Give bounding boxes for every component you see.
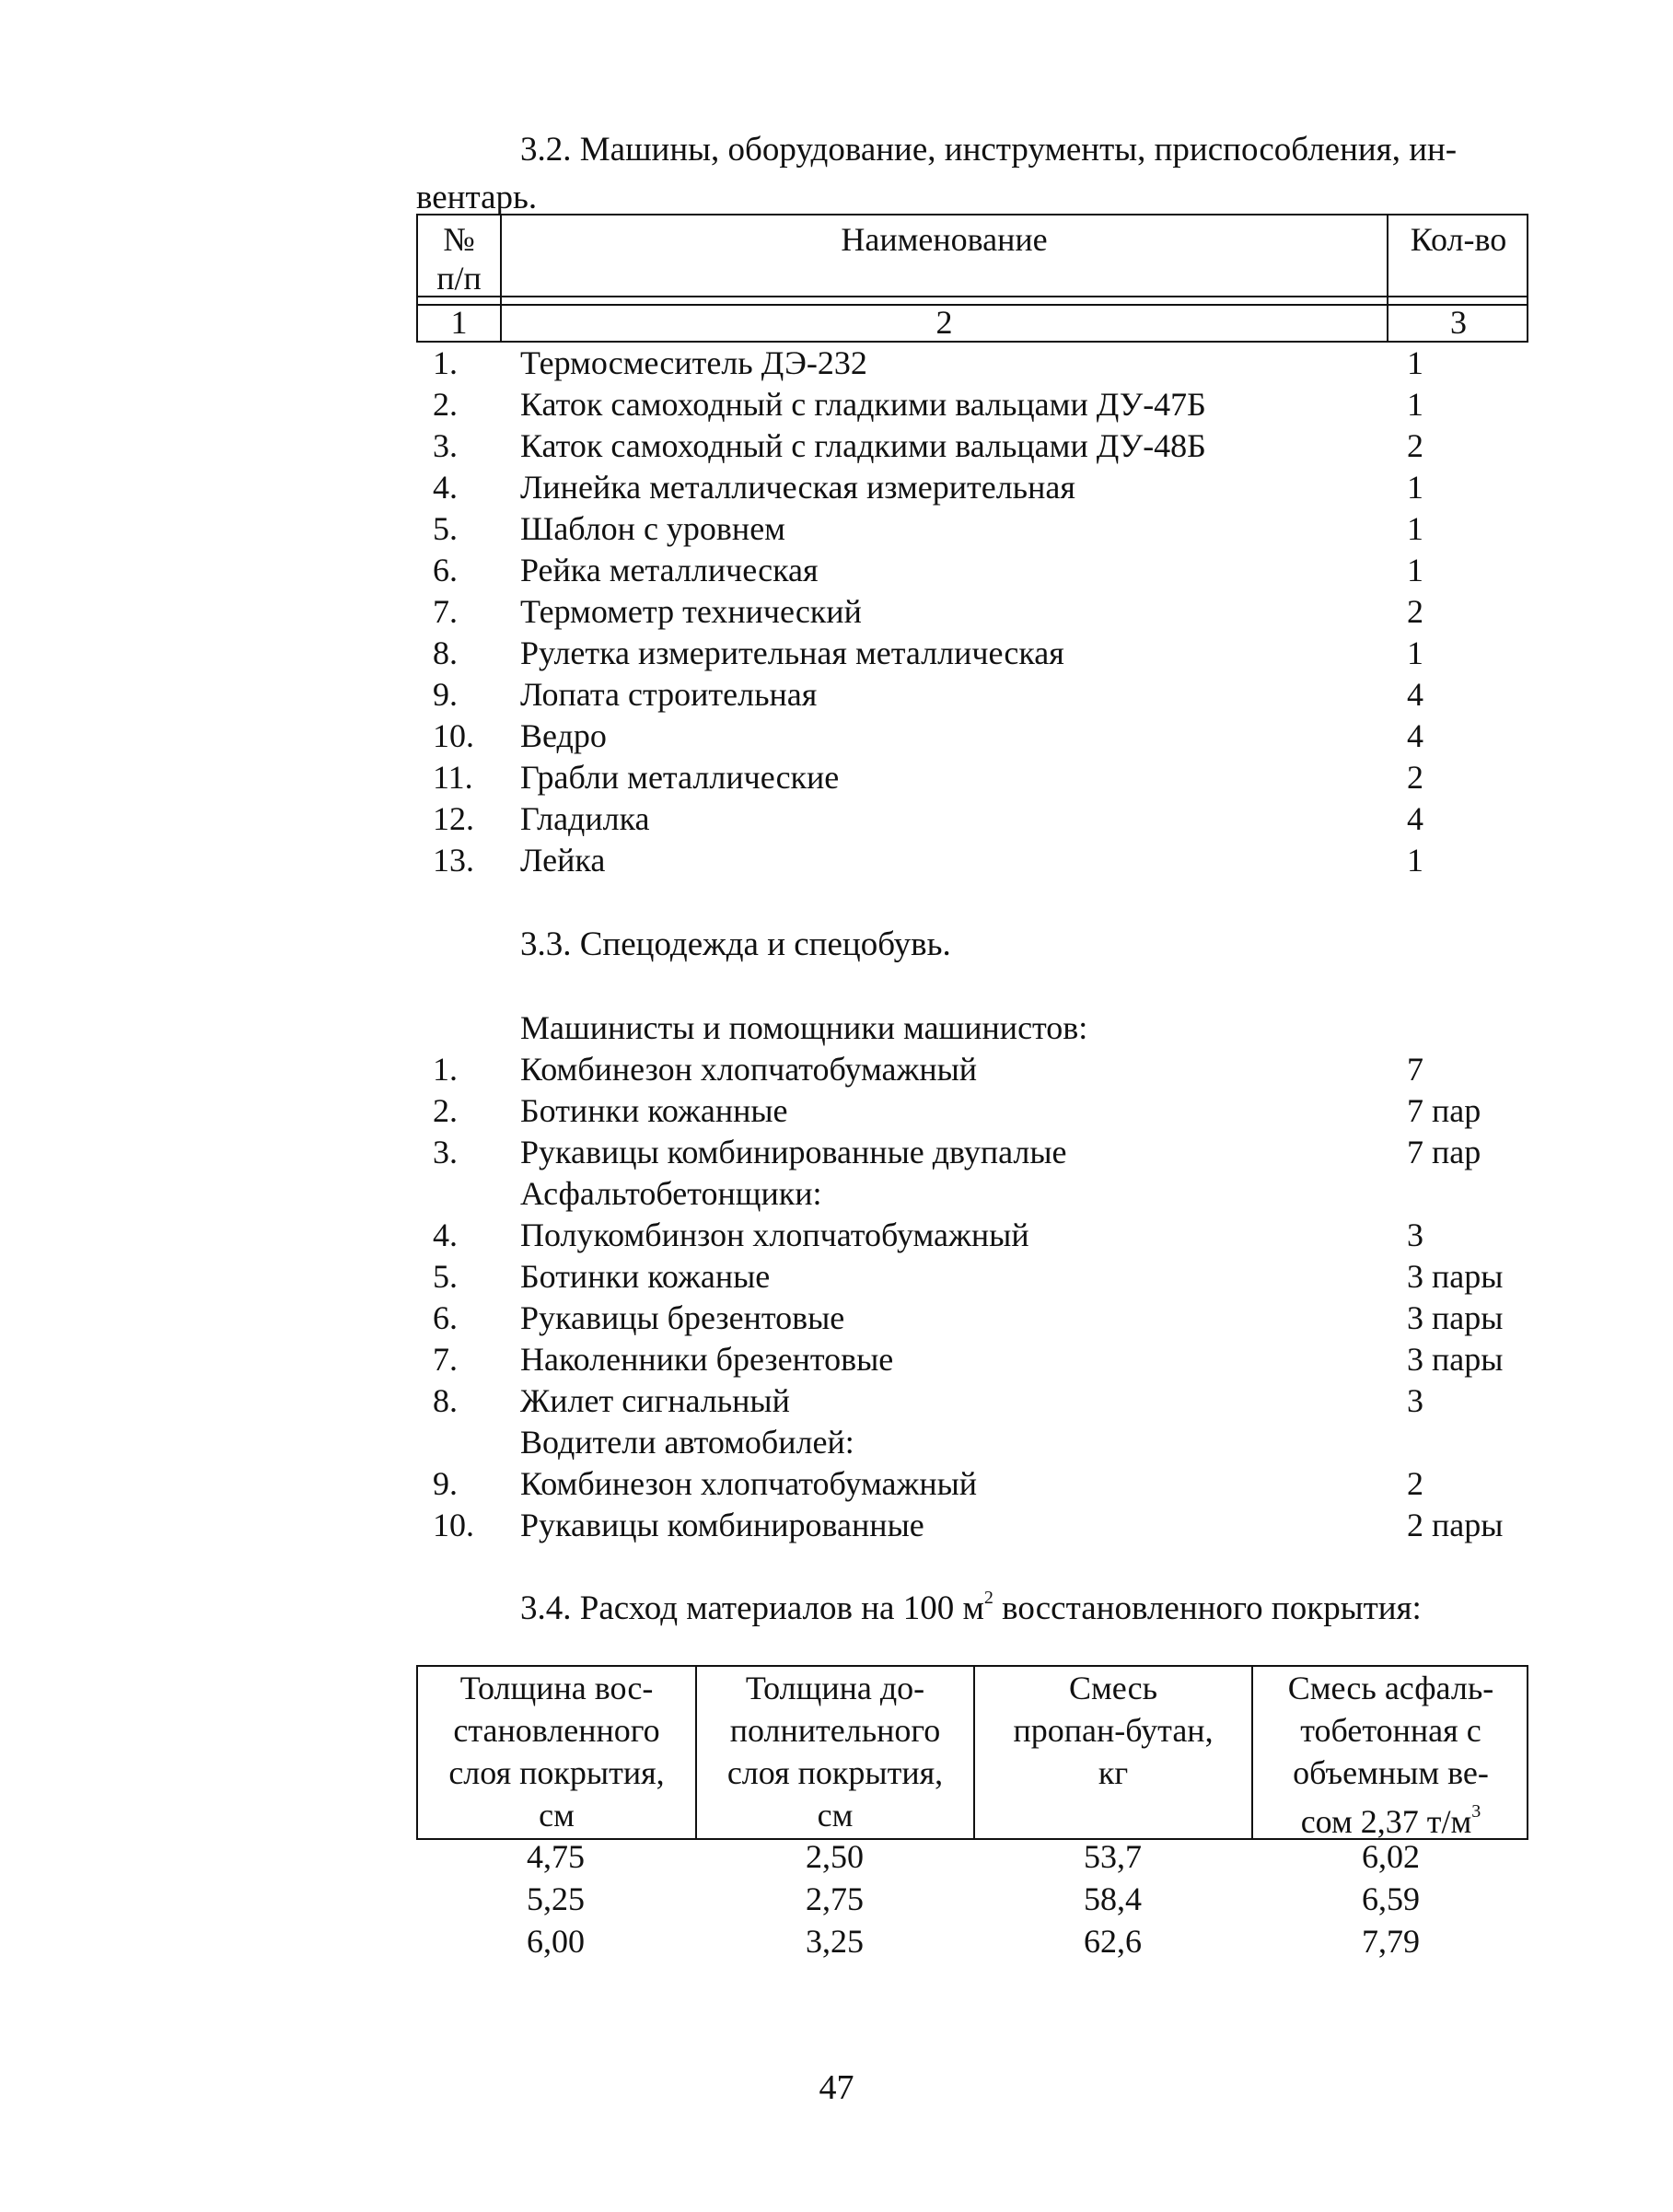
header-col1-line2: п/п xyxy=(436,260,482,297)
list-item xyxy=(0,512,1673,553)
item-name: Каток самоходный с гладкими вальцами ДУ-47Б xyxy=(520,386,1206,423)
item-name: Комбинезон хлопчатобумажный xyxy=(520,1051,978,1088)
list-item xyxy=(0,1218,1673,1260)
header-line: тобетонная с xyxy=(1300,1712,1481,1749)
item-quantity: 1 xyxy=(1407,469,1423,506)
item-number: 2. xyxy=(433,1092,458,1129)
item-name: Рукавицы комбинированные двупалые xyxy=(520,1134,1067,1170)
item-number: 7. xyxy=(433,593,458,630)
group-heading-operators: Машинисты и помощники машинистов: xyxy=(520,1009,1088,1046)
header-line-text: сом 2,37 т/м xyxy=(1300,1803,1472,1840)
list-item xyxy=(0,761,1673,802)
header-line: кг xyxy=(1098,1754,1129,1791)
section-33-heading: 3.3. Спецодежда и спецобувь. xyxy=(520,926,951,963)
header-col2: Наименование xyxy=(841,221,1048,258)
list-item xyxy=(0,1508,1673,1550)
header-line: слоя покрытия, xyxy=(726,1754,944,1791)
list-item xyxy=(0,1135,1673,1177)
table-cell: 2,50 xyxy=(806,1838,864,1875)
section-34-heading xyxy=(520,1587,1422,1627)
group-heading-asphalt-workers: Асфальтобетонщики: xyxy=(520,1175,822,1212)
item-quantity: 1 xyxy=(1407,552,1423,588)
item-number: 5. xyxy=(433,1258,458,1295)
item-quantity: 3 пары xyxy=(1407,1258,1504,1295)
list-item xyxy=(0,636,1673,678)
item-name: Рейка металлическая xyxy=(520,552,819,588)
item-quantity: 1 xyxy=(1407,386,1423,423)
item-quantity: 2 xyxy=(1407,427,1423,464)
item-quantity: 7 пар xyxy=(1407,1092,1481,1129)
item-quantity: 1 xyxy=(1407,344,1423,381)
header-line xyxy=(1253,1794,1528,1843)
item-quantity: 2 xyxy=(1407,759,1423,796)
item-number: 2. xyxy=(433,386,458,423)
item-name: Ботинки кожанные xyxy=(520,1092,788,1129)
item-name: Шаблон с уровнем xyxy=(520,510,785,547)
table-row xyxy=(0,1882,1673,1925)
item-number: 8. xyxy=(433,634,458,671)
item-quantity: 7 xyxy=(1407,1051,1423,1088)
item-name: Термометр технический xyxy=(520,593,862,630)
item-quantity: 1 xyxy=(1407,842,1423,879)
table-cell: 62,6 xyxy=(1084,1923,1142,1960)
item-quantity: 7 пар xyxy=(1407,1134,1481,1170)
item-number: 4. xyxy=(433,469,458,506)
table-cell: 6,59 xyxy=(1362,1880,1420,1917)
table-row xyxy=(0,1840,1673,1882)
item-number: 13. xyxy=(433,842,474,879)
header-line: Толщина до- xyxy=(745,1670,925,1706)
item-number: 8. xyxy=(433,1382,458,1419)
section-34-heading-text: 3.4. Расход материалов на 100 м xyxy=(520,1589,984,1627)
list-item xyxy=(0,471,1673,512)
item-quantity: 2 пары xyxy=(1407,1507,1504,1543)
item-number: 10. xyxy=(433,1507,474,1543)
header-line: слоя покрытия, xyxy=(448,1754,665,1791)
header-col1-line1: № xyxy=(443,221,475,258)
header-line: Толщина вос- xyxy=(459,1670,654,1706)
item-name: Каток самоходный с гладкими вальцами ДУ-48Б xyxy=(520,427,1206,464)
item-name: Термосмеситель ДЭ-232 xyxy=(520,344,867,381)
item-name: Жилет сигнальный xyxy=(520,1382,790,1419)
item-name: Полукомбинзон хлопчатобумажный xyxy=(520,1217,1029,1253)
header-line-superscript: 3 xyxy=(1471,1801,1481,1822)
item-number: 1. xyxy=(433,1051,458,1088)
item-number: 11. xyxy=(433,759,473,796)
header-line: Смесь xyxy=(1068,1670,1158,1706)
item-number: 5. xyxy=(433,510,458,547)
item-number: 7. xyxy=(433,1341,458,1378)
item-number: 4. xyxy=(433,1217,458,1253)
item-name: Грабли металлические xyxy=(520,759,840,796)
item-quantity: 4 xyxy=(1407,800,1423,837)
header-line: объемным ве- xyxy=(1293,1754,1489,1791)
item-name: Рукавицы брезентовые xyxy=(520,1299,845,1336)
list-item xyxy=(0,678,1673,719)
item-name: Лопата строительная xyxy=(520,676,818,713)
item-name: Гладилка xyxy=(520,800,650,837)
item-quantity: 4 xyxy=(1407,717,1423,754)
list-item xyxy=(0,553,1673,595)
item-number: 10. xyxy=(433,717,474,754)
item-number: 3. xyxy=(433,427,458,464)
item-quantity: 3 пары xyxy=(1407,1299,1504,1336)
item-number: 1. xyxy=(433,344,458,381)
table-cell: 6,00 xyxy=(527,1923,585,1960)
header-col3: Кол-во xyxy=(1410,221,1507,258)
list-item xyxy=(0,1343,1673,1384)
item-number: 9. xyxy=(433,1465,458,1502)
column-header-propane-butane xyxy=(975,1667,1251,1794)
table-cell: 7,79 xyxy=(1362,1923,1420,1960)
section-32-heading-line2: вентарь. xyxy=(416,179,538,216)
list-item xyxy=(0,802,1673,844)
section-34-heading-text-end: восстановленного покрытия: xyxy=(993,1589,1422,1627)
header-index2: 2 xyxy=(935,304,953,341)
list-item xyxy=(0,1301,1673,1343)
item-name: Рулетка измерительная металлическая xyxy=(520,634,1064,671)
list-item xyxy=(0,1384,1673,1426)
header-line: становленного xyxy=(453,1712,660,1749)
section-32-heading-line1: 3.2. Машины, оборудование, инструменты, приспособления, ин- xyxy=(520,131,1458,169)
list-item xyxy=(0,719,1673,761)
list-item xyxy=(0,388,1673,429)
page-number: 47 xyxy=(819,2068,854,2107)
column-header-asphalt-mix xyxy=(1253,1667,1528,1843)
column-header-restored-thickness xyxy=(418,1667,695,1836)
item-quantity: 2 xyxy=(1407,593,1423,630)
item-name: Лейка xyxy=(520,842,606,879)
item-number: 12. xyxy=(433,800,474,837)
item-quantity: 3 пары xyxy=(1407,1341,1504,1378)
column-header-additional-thickness xyxy=(697,1667,973,1836)
header-line: см xyxy=(539,1797,575,1834)
item-quantity: 1 xyxy=(1407,510,1423,547)
equipment-table-header xyxy=(416,214,1528,343)
item-name: Комбинезон хлопчатобумажный xyxy=(520,1465,978,1502)
header-line: полнительного xyxy=(729,1712,941,1749)
table-cell: 4,75 xyxy=(527,1838,585,1875)
table-cell: 2,75 xyxy=(806,1880,864,1917)
header-line: Смесь асфаль- xyxy=(1287,1670,1494,1706)
list-item xyxy=(0,1467,1673,1508)
header-index3: 3 xyxy=(1450,304,1467,341)
list-item xyxy=(0,844,1673,885)
item-number: 9. xyxy=(433,676,458,713)
list-item xyxy=(0,595,1673,636)
list-item xyxy=(0,1094,1673,1135)
table-cell: 3,25 xyxy=(806,1923,864,1960)
materials-table-header xyxy=(416,1665,1528,1840)
item-quantity: 4 xyxy=(1407,676,1423,713)
table-row xyxy=(0,1925,1673,1967)
item-number: 6. xyxy=(433,1299,458,1336)
list-item xyxy=(0,1053,1673,1094)
table-cell: 53,7 xyxy=(1084,1838,1142,1875)
item-name: Ботинки кожаные xyxy=(520,1258,771,1295)
item-quantity: 3 xyxy=(1407,1217,1423,1253)
item-number: 3. xyxy=(433,1134,458,1170)
table-cell: 6,02 xyxy=(1362,1838,1420,1875)
item-quantity: 1 xyxy=(1407,634,1423,671)
list-item xyxy=(0,429,1673,471)
group-heading-drivers: Водители автомобилей: xyxy=(520,1424,854,1461)
table-cell: 5,25 xyxy=(527,1880,585,1917)
item-name: Ведро xyxy=(520,717,607,754)
list-item xyxy=(0,1260,1673,1301)
section-34-heading-superscript: 2 xyxy=(983,1587,993,1608)
item-name: Рукавицы комбинированные xyxy=(520,1507,924,1543)
table-cell: 58,4 xyxy=(1084,1880,1142,1917)
item-name: Линейка металлическая измерительная xyxy=(520,469,1075,506)
list-item xyxy=(0,346,1673,388)
header-index1: 1 xyxy=(450,304,468,341)
header-line: пропан-бутан, xyxy=(1013,1712,1214,1749)
item-number: 6. xyxy=(433,552,458,588)
header-line: см xyxy=(817,1797,854,1834)
item-quantity: 3 xyxy=(1407,1382,1423,1419)
item-name: Наколенники брезентовые xyxy=(520,1341,894,1378)
item-quantity: 2 xyxy=(1407,1465,1423,1502)
